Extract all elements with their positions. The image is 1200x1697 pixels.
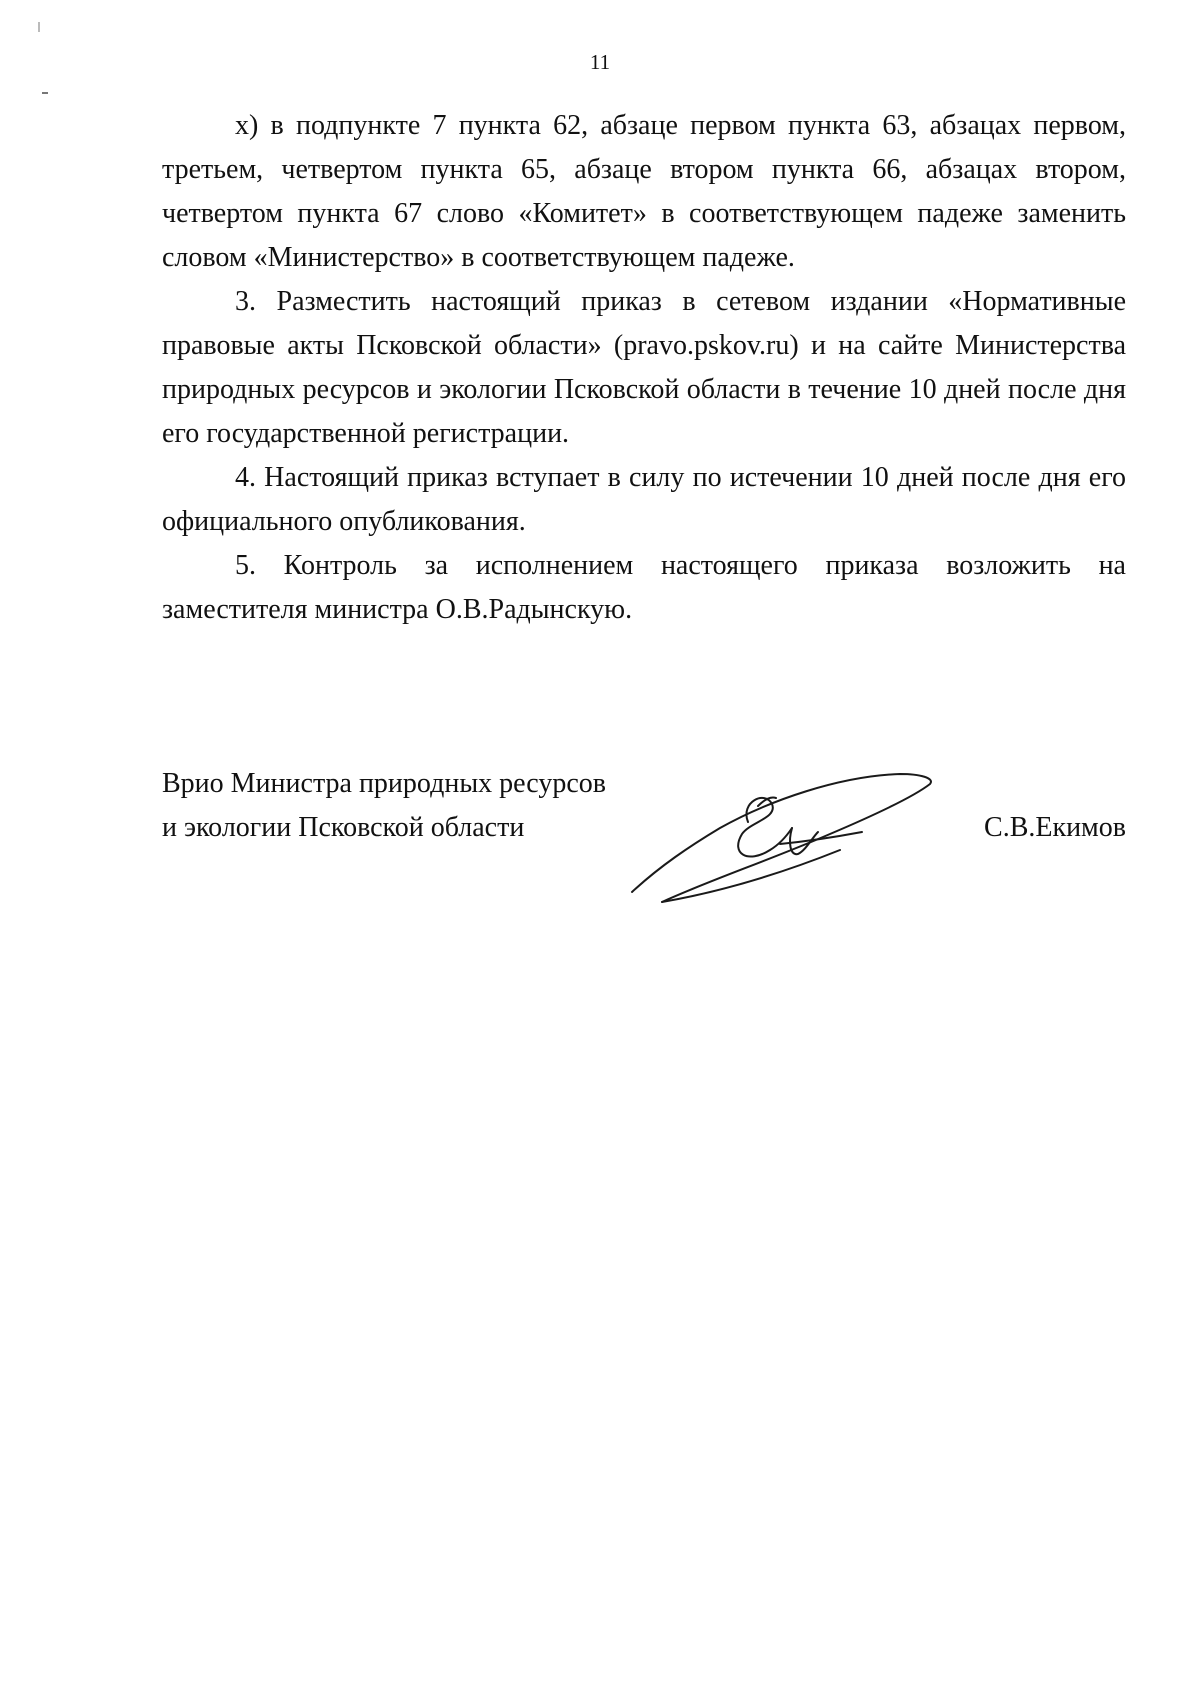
page-number: 11 <box>589 50 611 74</box>
paragraph-item-3: 3. Разместить настоящий приказ в сетевом издании «Нормативные правовые акты Псковской области» (pravo.pskov.ru) и на сайте Министерства природных ресурсов и экологии Псковской области в течение 10 дней после дня его государственной регистрации. <box>162 286 1126 449</box>
signatory-position-line-2: и экологии Псковской области <box>162 812 525 843</box>
scan-speck <box>38 22 40 32</box>
document-body <box>162 104 1126 632</box>
paragraph-item-5: 5. Контроль за исполнением настоящего приказа возложить на заместителя министра О.В.Радынскую. <box>162 550 1126 625</box>
scan-speck <box>42 92 48 94</box>
paragraph-subitem-x: х) в подпункте 7 пункта 62, абзаце первом пункта 63, абзацах первом, третьем, четвертом пункта 65, абзаце втором пункта 66, абзацах втором, четвертом пункта 67 слово «Комитет» в соответствующем падеже заменить словом «Министерство» в соответствующем падеже. <box>162 110 1126 273</box>
paragraph-item-4: 4. Настоящий приказ вступает в силу по истечении 10 дней после дня его официального опубликования. <box>162 462 1126 537</box>
signatory-name: С.В.Екимов <box>984 812 1126 843</box>
signatory-position <box>162 762 606 850</box>
signatory-position-line-1: Врио Министра природных ресурсов <box>162 768 606 799</box>
handwritten-signature <box>630 762 950 912</box>
